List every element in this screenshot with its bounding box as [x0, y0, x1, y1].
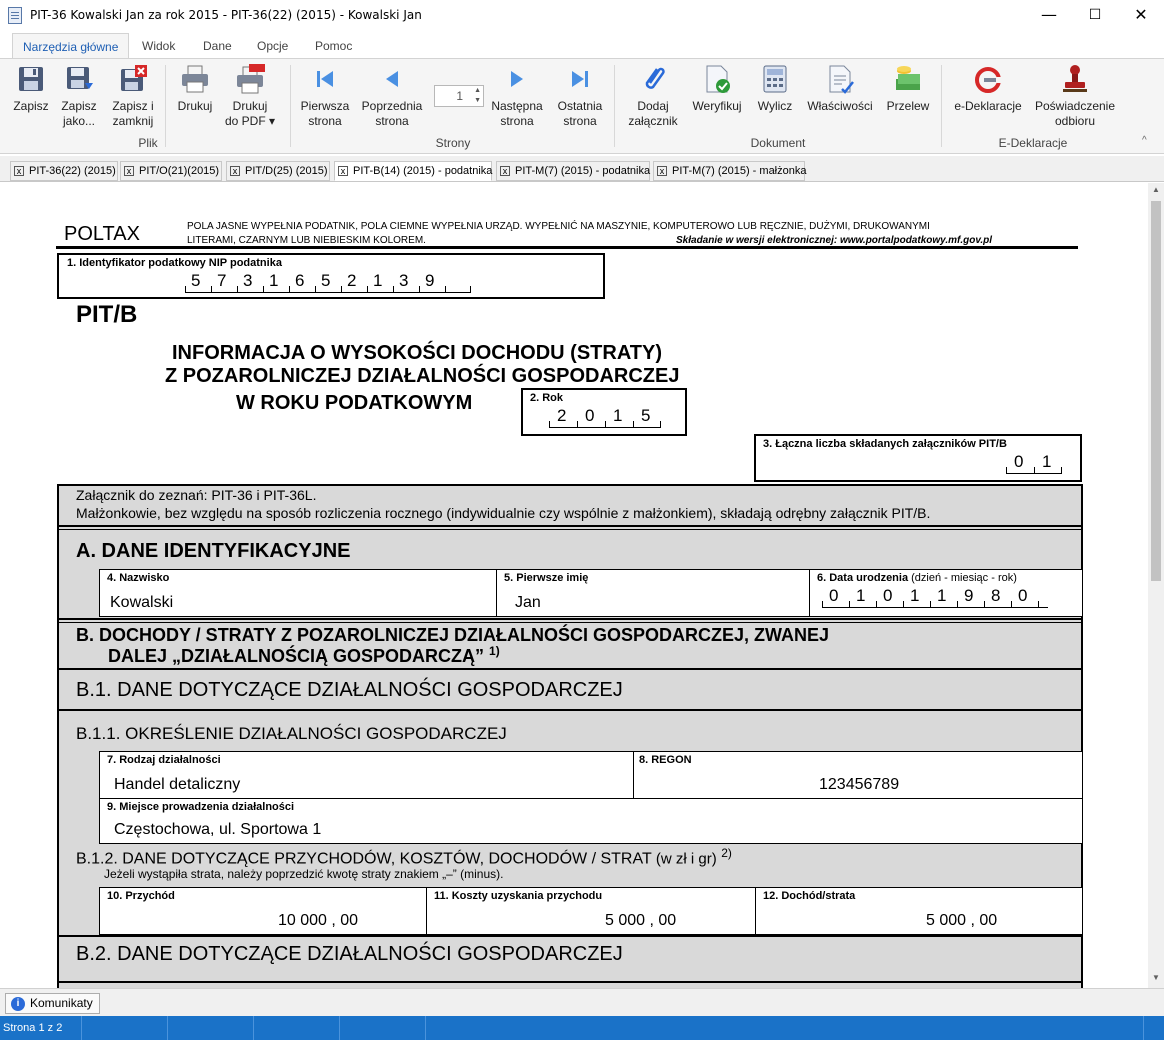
year-comb	[549, 408, 661, 428]
app-document-icon	[8, 7, 22, 24]
divider	[57, 709, 1083, 711]
prev-page-icon	[376, 63, 408, 95]
ribbon	[0, 58, 1164, 154]
surname-label: 4. Nazwisko	[107, 572, 170, 584]
birth-digit: 9	[964, 586, 974, 605]
print-pdf-button[interactable]: Drukuj do PDF ▾	[224, 63, 276, 129]
calculate-button[interactable]: Wylicz	[752, 63, 798, 114]
status-page: Strona 1 z 2	[0, 1016, 82, 1040]
next-page-button[interactable]: Następna strona	[490, 63, 544, 129]
tab-dane[interactable]: Dane	[203, 39, 232, 53]
status-cell	[254, 1016, 340, 1040]
tab-widok[interactable]: Widok	[142, 39, 176, 53]
stamp-icon	[1059, 63, 1091, 95]
status-cell	[340, 1016, 426, 1040]
paperclip-icon	[637, 63, 669, 95]
doc-tab-pit-b[interactable]: x PIT-B(14) (2015) - podatnika	[334, 161, 492, 181]
next-page-icon	[501, 63, 533, 95]
income-loss-field[interactable]	[755, 887, 1083, 935]
form-heading-1: INFORMACJA O WYSOKOŚCI DOCHODU (STRATY)	[172, 342, 662, 364]
form-heading-3: W ROKU PODATKOWYM	[236, 392, 473, 414]
tab-close-icon[interactable]: x	[657, 166, 667, 176]
scroll-down-icon[interactable]: ▼	[1152, 973, 1160, 982]
business-type-value: Handel detaliczny	[114, 776, 241, 793]
nip-digit: 5	[191, 271, 201, 290]
costs-value: 5 000 , 00	[605, 912, 677, 929]
regon-value: 123456789	[819, 776, 900, 793]
year-digit: 1	[613, 406, 623, 425]
info-attachment: Załącznik do zeznań: PIT-36 i PIT-36L.	[76, 487, 317, 503]
receipt-confirmation-button[interactable]: Poświadczenie odbioru	[1032, 63, 1118, 129]
ribbon-separator	[614, 65, 615, 147]
business-type-label: 7. Rodzaj działalności	[107, 754, 221, 766]
window-title: PIT-36 Kowalski Jan za rok 2015 - PIT-36(22) (2015) - Kowalski Jan	[30, 8, 422, 22]
costs-label: 11. Koszty uzyskania przychodu	[434, 890, 603, 902]
divider	[57, 668, 1083, 670]
form-code: PIT/B	[76, 301, 138, 328]
section-b2-title: B.2. DANE DOTYCZĄCE DZIAŁALNOŚCI GOSPODARCZEJ	[76, 943, 623, 965]
birth-digit: 1	[856, 586, 866, 605]
nip-field[interactable]	[57, 253, 605, 299]
nip-comb	[185, 273, 471, 293]
form-notice-line1: POLA JASNE WYPEŁNIA PODATNIK, POLA CIEMNE WYPEŁNIA URZĄD. WYPEŁNIĆ NA MASZYNIE, KOMPUTEROWO LUB RĘCZNIE, DUŻYMI, DRUKOWANYMI	[187, 221, 930, 232]
birth-digit: 0	[1018, 586, 1028, 605]
last-page-icon	[564, 63, 596, 95]
collapse-ribbon-icon[interactable]: ^	[1142, 135, 1147, 146]
pdf-printer-icon	[234, 63, 266, 95]
tab-close-icon[interactable]: x	[230, 166, 240, 176]
ribbon-separator	[290, 65, 291, 147]
e-deklaracje-button[interactable]: e-Deklaracje	[950, 63, 1026, 114]
year-digit: 0	[585, 406, 595, 425]
birth-date-hint: (dzień - miesiąc - rok)	[911, 572, 1017, 584]
printer-icon	[179, 63, 211, 95]
minimize-button[interactable]: —	[1041, 5, 1057, 24]
edeklaracje-icon	[972, 63, 1004, 95]
group-label-dokument: Dokument	[750, 136, 806, 150]
tab-close-icon[interactable]: x	[338, 166, 348, 176]
birth-digit: 1	[937, 586, 947, 605]
messages-button[interactable]: i Komunikaty	[5, 993, 100, 1014]
first-name-field[interactable]	[496, 569, 810, 617]
tab-pomoc[interactable]: Pomoc	[315, 39, 353, 53]
birth-digit: 8	[991, 586, 1001, 605]
tab-close-icon[interactable]: x	[500, 166, 510, 176]
form-notice-electronic: Składanie w wersji elektronicznej: www.portalpodatkowy.mf.gov.pl	[676, 235, 992, 246]
info-icon: i	[11, 997, 25, 1011]
last-page-button[interactable]: Ostatnia strona	[553, 63, 607, 129]
section-b12-note: Jeżeli wystąpiła strata, należy poprzedzić kwotę straty znakiem „–” (minus).	[104, 867, 504, 881]
year-digit: 5	[641, 406, 651, 425]
nip-label: 1. Identyfikator podatkowy NIP podatnika	[67, 257, 282, 269]
nip-digit: 6	[295, 271, 305, 290]
divider	[57, 529, 1083, 530]
form-heading-2: Z POZAROLNICZEJ DZIAŁALNOŚCI GOSPODARCZEJ	[165, 365, 680, 387]
scroll-up-icon[interactable]: ▲	[1152, 185, 1160, 194]
attachments-count-label: 3. Łączna liczba składanych załączników PIT/B	[763, 438, 1007, 450]
business-location-value: Częstochowa, ul. Sportowa 1	[114, 821, 322, 838]
form-document	[0, 183, 1148, 988]
scrollbar-thumb[interactable]	[1151, 201, 1161, 581]
document-tabs	[0, 156, 1164, 182]
birth-digit: 0	[883, 586, 893, 605]
verify-icon	[701, 63, 733, 95]
first-name-label: 5. Pierwsze imię	[504, 572, 589, 584]
page-spinner[interactable]	[434, 85, 484, 107]
section-a-title: A. DANE IDENTYFIKACYJNE	[76, 540, 351, 562]
title-bar	[0, 0, 1164, 31]
verify-button[interactable]: Weryfikuj	[688, 63, 746, 114]
section-b-title-line1: B. DOCHODY / STRATY Z POZAROLNICZEJ DZIAŁALNOŚCI GOSPODARCZEJ, ZWANEJ	[76, 625, 830, 645]
prev-page-button[interactable]: Poprzednia strona	[360, 63, 424, 129]
status-cell	[426, 1016, 1144, 1040]
divider	[57, 935, 1083, 937]
regon-label: 8. REGON	[639, 754, 692, 766]
divider	[57, 618, 1083, 620]
nip-digit: 2	[347, 271, 357, 290]
status-cell	[168, 1016, 254, 1040]
group-label-strony: Strony	[435, 136, 471, 150]
section-b1-title: B.1. DANE DOTYCZĄCE DZIAŁALNOŚCI GOSPODARCZEJ	[76, 679, 623, 701]
save-button[interactable]: Zapisz	[8, 63, 54, 114]
year-field[interactable]	[521, 388, 687, 436]
add-attachment-button[interactable]: Dodaj załącznik	[624, 63, 682, 129]
status-bar	[0, 1016, 1164, 1040]
revenue-label: 10. Przychód	[107, 890, 175, 902]
vertical-scrollbar[interactable]	[1148, 183, 1164, 988]
doc-tab-pit-m-malzonka[interactable]: x PIT-M(7) (2015) - małżonka	[653, 161, 805, 181]
tab-narzedzia-glowne[interactable]: Narzędzia główne	[12, 33, 129, 59]
calculator-icon	[759, 63, 791, 95]
doc-tab-pit-d[interactable]: x PIT/D(25) (2015)	[226, 161, 330, 181]
divider	[57, 622, 1083, 623]
nip-digit: 3	[243, 271, 253, 290]
birth-digit: 1	[910, 586, 920, 605]
first-page-button[interactable]: Pierwsza strona	[298, 63, 352, 129]
save-close-icon	[117, 63, 149, 95]
group-label-e-deklaracje: E-Deklaracje	[998, 136, 1068, 150]
business-location-label: 9. Miejsce prowadzenia działalności	[107, 801, 295, 813]
attach-digit: 1	[1042, 452, 1052, 471]
page-spinner-value: 1	[456, 89, 463, 103]
tab-close-icon[interactable]: x	[14, 166, 24, 176]
nip-digit: 5	[321, 271, 331, 290]
first-page-icon	[309, 63, 341, 95]
ribbon-tabs	[0, 31, 1164, 59]
floppy-icon	[15, 63, 47, 95]
ribbon-separator	[941, 65, 942, 147]
group-label-plik: Plik	[138, 136, 158, 150]
poltax-label: POLTAX	[64, 223, 140, 245]
properties-button[interactable]: Właściwości	[806, 63, 874, 114]
attach-digit: 0	[1014, 452, 1024, 471]
section-b11-title: B.1.1. OKREŚLENIE DZIAŁALNOŚCI GOSPODARCZEJ	[76, 724, 507, 743]
divider	[57, 981, 1083, 983]
messages-bar	[0, 988, 1164, 1016]
birth-date-comb	[822, 588, 1048, 608]
costs-field[interactable]	[426, 887, 756, 935]
year-digit: 2	[557, 406, 567, 425]
tab-opcje[interactable]: Opcje	[257, 39, 289, 53]
status-cell	[82, 1016, 168, 1040]
maximize-button[interactable]: ☐	[1088, 7, 1102, 23]
nip-digit: 1	[373, 271, 383, 290]
header-rule	[56, 246, 1078, 249]
divider	[57, 525, 1083, 527]
doc-tab-pit-o[interactable]: x PIT/O(21)(2015)	[120, 161, 222, 181]
nip-digit: 7	[217, 271, 227, 290]
save-as-button[interactable]: Zapisz jako...	[56, 63, 102, 129]
spinner-down-icon[interactable]: ▼	[474, 97, 481, 104]
close-button[interactable]: ✕	[1134, 5, 1148, 24]
attachments-count-field[interactable]	[754, 434, 1082, 482]
save-and-close-button[interactable]: Zapisz i zamknij	[108, 63, 158, 129]
nip-digit: 1	[269, 271, 279, 290]
income-loss-value: 5 000 , 00	[926, 912, 998, 929]
print-button[interactable]: Drukuj	[172, 63, 218, 114]
properties-icon	[824, 63, 856, 95]
birth-date-label: 6. Data urodzenia (dzień - miesiąc - rok)	[817, 572, 1017, 584]
surname-value: Kowalski	[110, 594, 174, 611]
first-name-value: Jan	[515, 594, 541, 611]
regon-field[interactable]	[633, 751, 1083, 799]
attachments-comb	[1006, 454, 1062, 474]
business-location-field[interactable]	[99, 798, 1083, 844]
income-loss-label: 12. Dochód/strata	[763, 890, 856, 902]
section-b12-title: B.1.2. DANE DOTYCZĄCE PRZYCHODÓW, KOSZTÓW, DOCHODÓW / STRAT (w zł i gr) $^{2)}$	[76, 846, 732, 868]
tab-close-icon[interactable]: x	[124, 166, 134, 176]
nip-digit: 3	[399, 271, 409, 290]
save-as-icon	[63, 63, 95, 95]
year-label: 2. Rok	[530, 392, 564, 404]
section-b-title-line2: DALEJ „DZIAŁALNOŚCIĄ GOSPODARCZĄ” $^{1)}$	[108, 644, 500, 666]
revenue-field[interactable]	[99, 887, 427, 935]
birth-digit: 0	[829, 586, 839, 605]
ribbon-separator	[165, 65, 166, 147]
info-spouses: Małżonkowie, bez względu na sposób rozliczenia rocznego (indywidualnie czy wspólnie z małżonkiem), składają odrębny załącznik PIT/B.	[76, 505, 931, 521]
doc-tab-pit-36[interactable]: x PIT-36(22) (2015)	[10, 161, 118, 181]
nip-digit: 9	[425, 271, 435, 290]
birth-date-field[interactable]	[809, 569, 1083, 617]
money-icon	[892, 63, 924, 95]
transfer-button[interactable]: Przelew	[884, 63, 932, 114]
form-notice-line2: LITERAMI, CZARNYM LUB NIEBIESKIM KOLOREM.	[187, 235, 426, 246]
surname-field[interactable]	[99, 569, 497, 617]
spinner-up-icon[interactable]: ▲	[474, 87, 481, 94]
doc-tab-pit-m-podatnika[interactable]: x PIT-M(7) (2015) - podatnika	[496, 161, 650, 181]
business-type-field[interactable]	[99, 751, 634, 799]
revenue-value: 10 000 , 00	[278, 912, 359, 929]
